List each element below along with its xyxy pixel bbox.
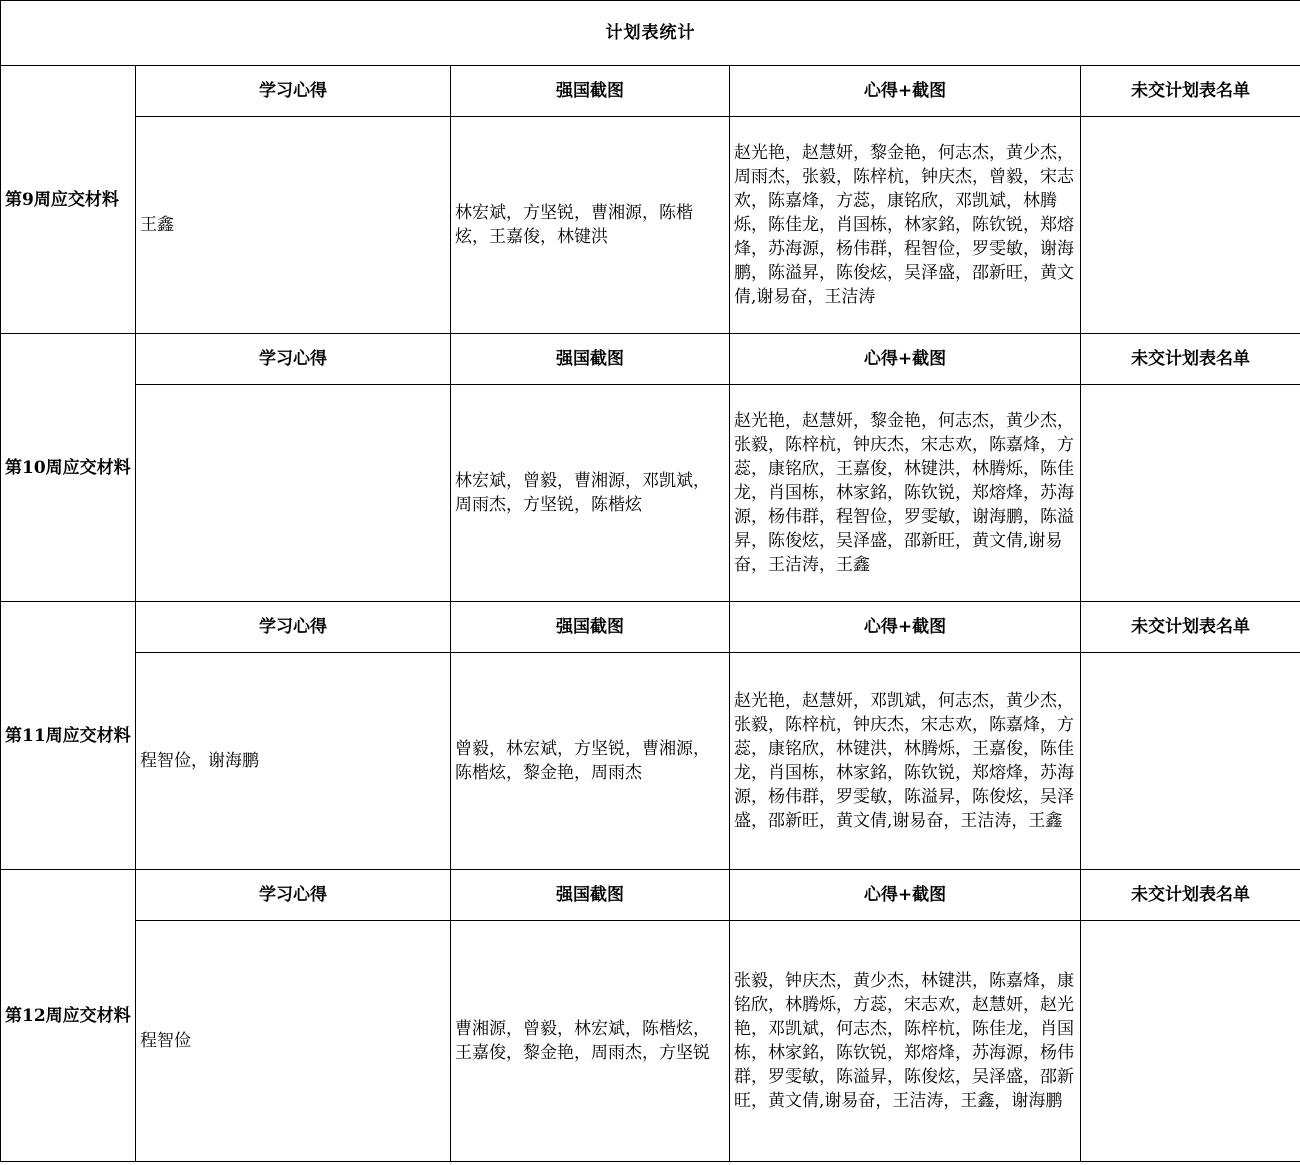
week-9-study-cell[interactable]: 王鑫 bbox=[136, 117, 451, 334]
header-both[interactable]: 心得+截图 bbox=[730, 602, 1081, 653]
header-missing-plan[interactable]: 未交计划表名单 bbox=[1081, 870, 1300, 921]
week-10-header-row bbox=[1, 334, 1300, 385]
week-10-label[interactable]: 第10周应交材料 bbox=[1, 334, 136, 602]
header-screenshot[interactable]: 强国截图 bbox=[451, 334, 730, 385]
header-missing-plan[interactable]: 未交计划表名单 bbox=[1081, 602, 1300, 653]
week-11-screenshot-cell[interactable]: 曾毅，林宏斌，方坚锐，曹湘源，陈楷炫，黎金艳，周雨杰 bbox=[451, 653, 730, 870]
header-study[interactable]: 学习心得 bbox=[136, 66, 451, 117]
week-12-label[interactable]: 第12周应交材料 bbox=[1, 870, 136, 1162]
week-10-both-cell[interactable]: 赵光艳，赵慧妍，黎金艳，何志杰，黄少杰，张毅，陈梓杭，钟庆杰，宋志欢，陈嘉烽，方蕊，康铭欣，王嘉俊，林键洪，林腾烁，陈佳龙，肖国栋，林家銘，陈钦锐，郑熔烽，苏海源，杨伟群，程智俭，罗雯敏，谢海鹏，陈溢昇，陈俊炫，吴泽盛，邵新旺，黄文倩,谢易奋，王洁涛，王鑫 bbox=[730, 385, 1081, 602]
header-screenshot[interactable]: 强国截图 bbox=[451, 66, 730, 117]
week-12-study-cell[interactable]: 程智俭 bbox=[136, 921, 451, 1162]
header-both[interactable]: 心得+截图 bbox=[730, 870, 1081, 921]
header-missing-plan[interactable]: 未交计划表名单 bbox=[1081, 66, 1300, 117]
header-screenshot[interactable]: 强国截图 bbox=[451, 602, 730, 653]
week-10-data-row bbox=[1, 385, 1300, 602]
week-12-screenshot-cell[interactable]: 曹湘源，曾毅，林宏斌，陈楷炫，王嘉俊，黎金艳，周雨杰，方坚锐 bbox=[451, 921, 730, 1162]
week-9-screenshot-cell[interactable]: 林宏斌，方坚锐，曹湘源，陈楷炫，王嘉俊，林键洪 bbox=[451, 117, 730, 334]
week-9-both-cell[interactable]: 赵光艳，赵慧妍，黎金艳，何志杰，黄少杰，周雨杰，张毅，陈梓杭，钟庆杰，曾毅，宋志欢，陈嘉烽，方蕊，康铭欣，邓凯斌，林腾烁，陈佳龙，肖国栋，林家銘，陈钦锐，郑熔烽，苏海源，杨伟群，程智俭，罗雯敏，谢海鹏，陈溢昇，陈俊炫，吴泽盛，邵新旺，黄文倩,谢易奋，王洁涛 bbox=[730, 117, 1081, 334]
week-9-label[interactable]: 第9周应交材料 bbox=[1, 66, 136, 334]
header-screenshot[interactable]: 强国截图 bbox=[451, 870, 730, 921]
week-10-missing-plan-cell[interactable] bbox=[1081, 385, 1300, 602]
week-12-missing-plan-cell[interactable] bbox=[1081, 921, 1300, 1162]
header-study[interactable]: 学习心得 bbox=[136, 334, 451, 385]
header-study[interactable]: 学习心得 bbox=[136, 602, 451, 653]
week-10-study-cell[interactable] bbox=[136, 385, 451, 602]
header-both[interactable]: 心得+截图 bbox=[730, 334, 1081, 385]
week-11-data-row bbox=[1, 653, 1300, 870]
sheet-title: 计划表统计 bbox=[1, 1, 1300, 66]
header-both[interactable]: 心得+截图 bbox=[730, 66, 1081, 117]
week-11-missing-plan-cell[interactable] bbox=[1081, 653, 1300, 870]
header-study[interactable]: 学习心得 bbox=[136, 870, 451, 921]
header-missing-plan[interactable]: 未交计划表名单 bbox=[1081, 334, 1300, 385]
week-9-missing-plan-cell[interactable] bbox=[1081, 117, 1300, 334]
title-row bbox=[1, 1, 1300, 66]
week-12-data-row bbox=[1, 921, 1300, 1162]
week-11-study-cell[interactable]: 程智俭，谢海鹏 bbox=[136, 653, 451, 870]
week-9-header-row bbox=[1, 66, 1300, 117]
week-11-header-row bbox=[1, 602, 1300, 653]
week-11-label[interactable]: 第11周应交材料 bbox=[1, 602, 136, 870]
week-12-header-row bbox=[1, 870, 1300, 921]
week-12-both-cell[interactable]: 张毅，钟庆杰，黄少杰，林键洪，陈嘉烽，康铭欣，林腾烁，方蕊，宋志欢，赵慧妍，赵光艳，邓凯斌，何志杰，陈梓杭，陈佳龙，肖国栋，林家銘，陈钦锐，郑熔烽，苏海源，杨伟群，罗雯敏，陈溢昇，陈俊炫，吴泽盛，邵新旺，黄文倩,谢易奋，王洁涛，王鑫，谢海鹏 bbox=[730, 921, 1081, 1162]
week-10-screenshot-cell[interactable]: 林宏斌，曾毅，曹湘源，邓凯斌，周雨杰，方坚锐，陈楷炫 bbox=[451, 385, 730, 602]
week-11-both-cell[interactable]: 赵光艳，赵慧妍，邓凯斌，何志杰，黄少杰，张毅，陈梓杭，钟庆杰，宋志欢，陈嘉烽，方蕊，康铭欣，林键洪，林腾烁，王嘉俊，陈佳龙，肖国栋，林家銘，陈钦锐，郑熔烽，苏海源，杨伟群，罗雯敏，陈溢昇，陈俊炫，吴泽盛，邵新旺，黄文倩,谢易奋，王洁涛，王鑫 bbox=[730, 653, 1081, 870]
week-9-data-row bbox=[1, 117, 1300, 334]
